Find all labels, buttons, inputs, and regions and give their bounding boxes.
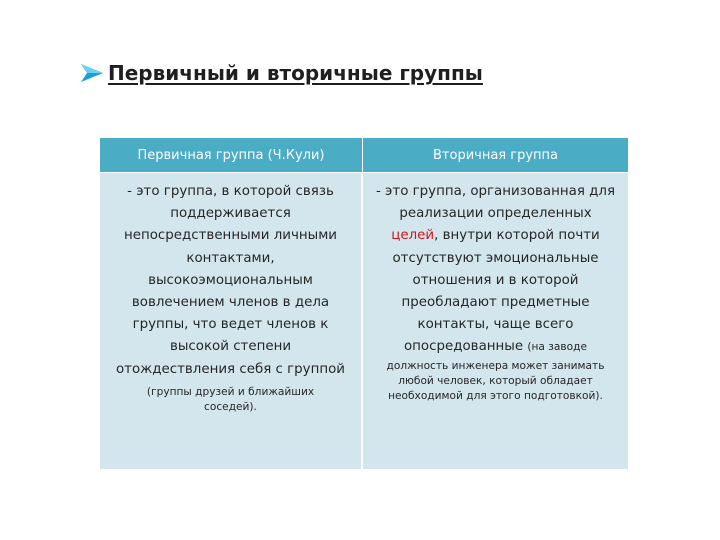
text-line: [363, 225, 628, 247]
slide-title: [80, 58, 483, 88]
title-text: Первичный и вторичные группы: [108, 61, 483, 85]
example-note: должность инженера может занимать: [386, 359, 605, 372]
text-line: непосредственными личными: [123, 228, 338, 244]
highlighted-word: целей: [391, 228, 435, 244]
text-line: контакты, чаще всего: [417, 317, 574, 333]
example-note-start: (на заводе: [527, 341, 587, 354]
text-line: - это группа, организованная для: [375, 184, 616, 199]
text-line: поддерживается: [170, 206, 291, 222]
example-note: соседей).: [204, 400, 257, 413]
text-line: отношения и в которой: [412, 272, 579, 288]
primary-group-definition: [100, 172, 363, 469]
example-note: (группы друзей и ближайших: [146, 385, 315, 398]
text-line: преобладают предметные: [401, 295, 590, 311]
example-note: любой человек, который обладает: [398, 374, 593, 387]
text-line: - это группа, в которой связь: [127, 184, 334, 199]
text-line: [363, 336, 628, 358]
text-line: отождествления себя с группой: [115, 361, 346, 377]
text-line: отсутствуют эмоциональные: [392, 250, 599, 266]
comparison-table: [100, 138, 628, 469]
text-fragment: опосредованные: [403, 339, 524, 355]
example-note: необходимой для этого подготовкой).: [388, 389, 603, 402]
text-fragment: , внутри которой почти: [434, 228, 600, 244]
arrow-bullet-icon: [80, 61, 104, 85]
header-secondary-group: Вторичная группа: [363, 138, 628, 172]
text-line: высокоэмоциональным: [148, 272, 313, 288]
text-line: высокой степени: [169, 339, 292, 355]
header-primary-group: Первичная группа (Ч.Кули): [100, 138, 363, 172]
text-line: вовлечением членов в дела: [131, 295, 330, 311]
secondary-group-definition: [363, 172, 628, 469]
text-line: реализации определенных: [399, 206, 592, 222]
text-line: контактами,: [186, 250, 275, 266]
text-line: группы, что ведет членов к: [132, 317, 329, 333]
